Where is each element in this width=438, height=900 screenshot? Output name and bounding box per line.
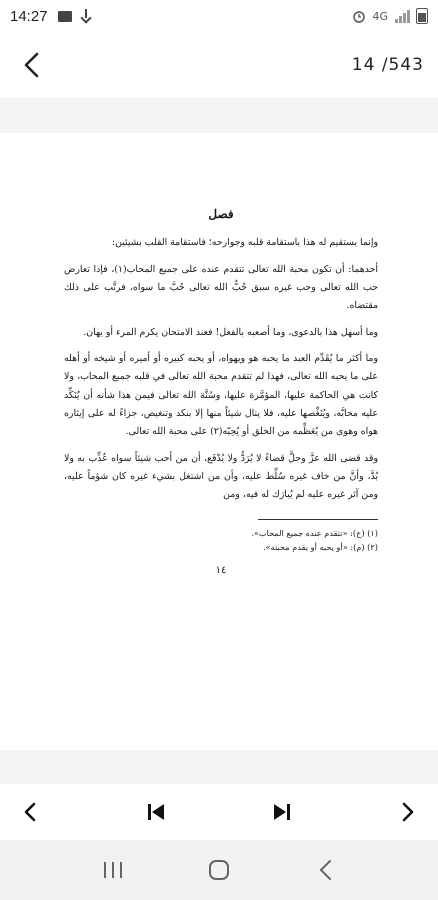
- back-arrow-icon: [318, 859, 332, 881]
- alarm-icon: [352, 9, 366, 23]
- next-page-button[interactable]: [392, 796, 424, 828]
- recent-apps-icon: [102, 860, 124, 880]
- first-page-button[interactable]: [140, 796, 172, 828]
- network-type-label: 4G: [372, 9, 388, 23]
- page-indicator: 14 /543: [351, 55, 424, 75]
- paragraph: وإنما يستقيم له هذا باستقامة قلبه وجوارحه؛ فاستقامة القلب بشيئين:: [111, 237, 378, 249]
- book-page: [0, 133, 438, 750]
- last-page-button[interactable]: [266, 796, 298, 828]
- system-back-button[interactable]: [305, 850, 345, 890]
- section-title: فصل: [208, 207, 234, 221]
- home-icon: [207, 858, 231, 882]
- paragraph: أحدهما: أن تكون محبة الله تعالى تتقدم عنده على جميع المحاب(١)، فإذا تعارض حب الله تعالى وحب غيره سبق حُبُّ الله تعالى حُبَّ ما سواه، فرتَّب على ذلك مقتضاه.: [64, 263, 378, 312]
- page-bottom-margin: [0, 750, 438, 784]
- reader-nav-bar: [0, 784, 438, 840]
- back-button[interactable]: [14, 48, 48, 82]
- recent-apps-button[interactable]: [93, 850, 133, 890]
- skip-next-icon: [273, 803, 291, 821]
- system-nav-bar: [0, 840, 438, 900]
- reader-top-bar: [0, 32, 438, 98]
- gallery-notification-icon: [58, 11, 72, 22]
- chevron-right-icon: [402, 802, 414, 822]
- chevron-left-icon: [23, 52, 39, 78]
- paragraph: وما أكثر ما يُقَدِّم العبد ما يحبه هو ويهواه، أو يحبه كبيره أو أميره أو شيخه أو أهله على ما يحبه الله تعالى، فهذا لم تتقدم محبة الله تعالى في قلبه جميع المحاب، ولا كانت هي الحاكمة عليها، المؤمَّرة عليها، وسُنَّة الله تعالى فيمن هذا شأنه أن يُنَكِّد عليه محابَّه، ويُنَغِّصها عليه، فلا ينال شيئاً منها إلا بنكد وتنغيص، جزاءً له على إيثاره هواه وهوى من يُعَظِّمه من الخلق أو يُحِبّه(٢) على محبة الله تعالى.: [64, 353, 378, 438]
- previous-page-button[interactable]: [14, 796, 46, 828]
- home-button[interactable]: [199, 850, 239, 890]
- page-top-margin: [0, 98, 438, 133]
- paragraph: وقد قضى الله عزَّ وجلَّ قضاءً لا يُرَدُّ ولا يُدْفَع، أن من أحب شيئاً سواه عُذِّب به ولا بُدَّ، وأنَّ من خاف غيره سُلِّط عليه، وأن من اشتغل بشيء غيره كان شؤماً عليه، ومن آثر غيره عليه لم يُبارَك له فيه، ومن: [64, 452, 378, 501]
- footnote-divider: [258, 519, 378, 520]
- footnote: (٢) (م): «أو يحبه أو يقدم محبته».: [263, 542, 378, 553]
- battery-icon: [416, 8, 428, 24]
- signal-strength-icon: [394, 9, 410, 23]
- page-number: ١٤: [215, 565, 227, 577]
- chevron-left-icon: [24, 802, 36, 822]
- status-time: 14:27: [10, 7, 48, 25]
- footnote: (١) (خ): «تتقدم عنده جميع المحاب».: [251, 527, 378, 538]
- skip-previous-icon: [147, 803, 165, 821]
- download-notification-icon: [80, 9, 92, 23]
- paragraph: وما أسهل هذا بالدعوى، وما أصعبه بالفعل! فعند الامتحان يكرم المرء أو يهان.: [83, 326, 378, 338]
- status-bar: [0, 0, 438, 32]
